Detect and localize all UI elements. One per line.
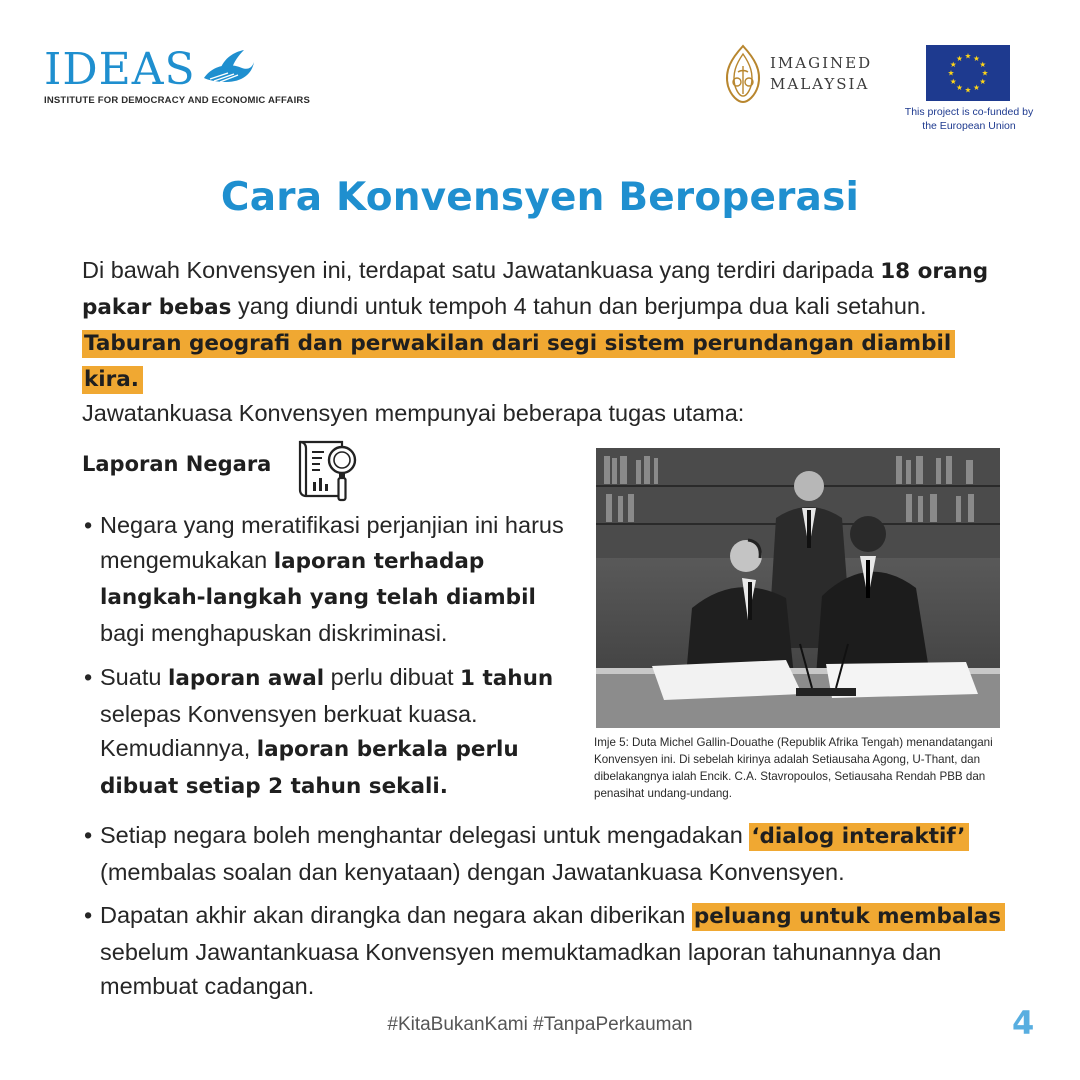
intro-paragraph (82, 253, 1012, 397)
bullet-text: perlu dibuat (324, 664, 461, 690)
bullet-text: selepas Konvensyen berkuat kuasa. Kemudiannya, (100, 700, 478, 761)
intro-text-1: Di bawah Konvensyen ini, terdapat satu Jawatankuasa yang terdiri daripada (82, 257, 881, 283)
eu-star-icon: ★ (964, 51, 972, 61)
bullet-bold: laporan awal (167, 666, 325, 691)
bullet-bold: 1 tahun (460, 666, 554, 691)
wayang-emblem-icon (722, 44, 764, 104)
bullet-text: sebelum Jawantankuasa Konvensyen memuktamadkan laporan tahunannya dan membuat cadangan. (100, 938, 942, 999)
eu-caption-line1: This project is co-funded by (904, 106, 1034, 118)
eu-star-icon: ★ (973, 83, 980, 93)
ideas-logo-text: IDEAS (44, 44, 196, 95)
bullet-text: Dapatan akhir akan dirangka dan negara akan diberikan (100, 902, 692, 928)
eu-caption (894, 105, 1044, 133)
bullet-highlight: ‘dialog interaktif’ (749, 823, 969, 851)
dialog-bullet (82, 818, 1042, 889)
list-item (82, 508, 582, 650)
signing-photo (596, 448, 1000, 728)
page-number: 4 (1012, 1004, 1035, 1042)
ideas-tagline: INSTITUTE FOR DEMOCRACY AND ECONOMIC AFFAIRS (44, 95, 311, 106)
eu-star-icon: ★ (979, 60, 987, 69)
list-item (82, 818, 1042, 889)
eu-star-icon: ★ (973, 53, 980, 63)
eu-star-icon: ★ (947, 68, 955, 78)
hashtags: #KitaBukanKami #TanpaPerkauman (387, 1014, 693, 1035)
bullet-bold: laporan berkala perlu dibuat setiap 2 tahun sekali. (100, 737, 519, 799)
eu-star-icon: ★ (964, 85, 972, 95)
bullet-bold: laporan terhadap langkah-langkah yang telah diambil (100, 548, 536, 610)
eu-star-icon: ★ (956, 53, 963, 63)
eu-star-icon: ★ (949, 60, 957, 69)
bullet-text: bagi menghapuskan diskriminasi. (100, 619, 448, 646)
malaysia-label: MALAYSIA (770, 75, 870, 93)
bird-icon (198, 48, 256, 92)
eu-star-icon: ★ (956, 83, 963, 93)
bullet-highlight: peluang untuk membalas (692, 903, 1005, 931)
eu-caption-line2: the European Union (922, 120, 1016, 132)
section-heading: Laporan Negara (82, 452, 272, 476)
page-title: Cara Konvensyen Beroperasi (220, 175, 860, 220)
imagined-label: IMAGINED (770, 54, 873, 72)
bullet-text: Setiap negara boleh menghantar delegasi untuk mengadakan (100, 822, 750, 848)
intro-text-2: yang diundi untuk tempoh 4 tahun dan berjumpa dua kali setahun. (231, 293, 927, 319)
bullet-text: Suatu (100, 664, 168, 690)
intro-bold-experts: 18 orang pakar bebas (82, 259, 989, 320)
duties-intro: Jawatankuasa Konvensyen mempunyai beberapa tugas utama: (82, 400, 745, 426)
eu-star-icon: ★ (979, 77, 987, 86)
photo-caption: Imje 5: Duta Michel Gallin-Douathe (Republik Afrika Tengah) menandatangani Konvensyen ini. Di sebelah kirinya adalah Setiausaha Agong, U-Thant, dan dibelakangnya ialah Encik. C.A. Stavropoulos, Setiausaha Rendah PBB dan penasihat undang-undang. (594, 736, 993, 800)
bullet-text: (membalas soalan dan kenyataan) dengan Jawatankuasa Konvensyen. (100, 858, 845, 885)
response-bullet (82, 898, 1042, 1004)
eu-flag (926, 45, 1010, 101)
bullet-text: Negara yang meratifikasi perjanjian ini harus mengemukakan (100, 512, 564, 573)
list-item (82, 898, 1042, 1004)
ideas-logo (44, 44, 311, 106)
report-magnifier-icon (296, 438, 366, 504)
imagined-malaysia-logo (722, 44, 872, 104)
report-bullet-list (82, 508, 582, 814)
intro-highlight: Taburan geografi dan perwakilan dari segi sistem perundangan diambil kira. (82, 330, 955, 394)
eu-stars-icon (926, 45, 1010, 101)
list-item (82, 660, 582, 804)
eu-star-icon: ★ (949, 77, 957, 86)
eu-star-icon: ★ (981, 68, 989, 78)
